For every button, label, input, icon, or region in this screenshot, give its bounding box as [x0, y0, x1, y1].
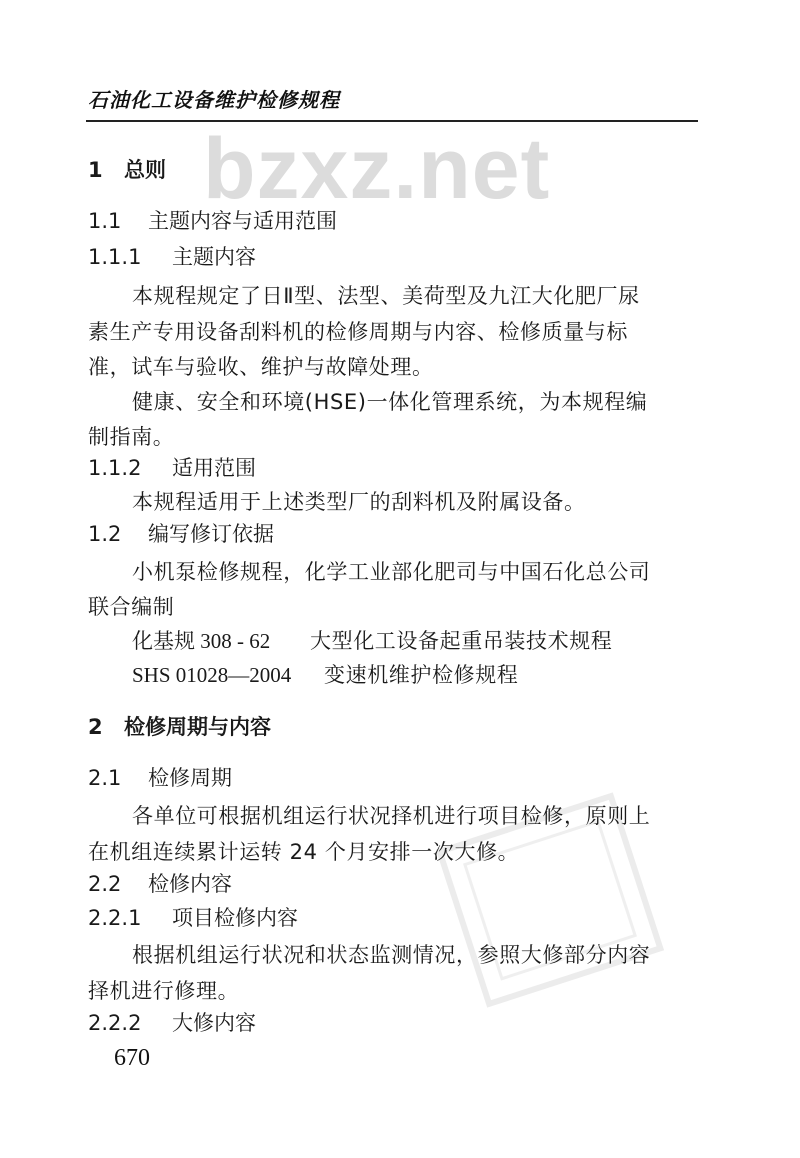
- section-heading-1-1: [88, 211, 337, 232]
- paragraph-line: 在机组连续累计运转 24 个月安排一次大修。: [88, 840, 520, 864]
- paragraph-line: 准，试车与验收、维护与故障处理。: [88, 355, 434, 379]
- reference-line: [132, 665, 518, 686]
- section-heading-1-2: [88, 524, 274, 545]
- reference-title: 变速机维护检修规程: [324, 663, 519, 687]
- paragraph-line: 制指南。: [88, 425, 175, 449]
- section-number: 1: [88, 158, 103, 182]
- section-title: 项目检修内容: [172, 906, 298, 930]
- section-title: 编写修订依据: [148, 522, 274, 546]
- page-number: 670: [114, 1045, 150, 1071]
- section-number: 2.2.1: [88, 906, 142, 930]
- reference-title: 大型化工设备起重吊装技术规程: [310, 629, 613, 653]
- section-title: 检修周期与内容: [124, 715, 271, 739]
- paragraph-line: 各单位可根据机组运行状况择机进行项目检修，原则上: [132, 804, 651, 828]
- section-heading-2-2-1: [88, 908, 298, 929]
- section-title: 检修内容: [148, 872, 232, 896]
- section-heading-2-2-2: [88, 1013, 256, 1034]
- section-title: 大修内容: [172, 1011, 256, 1035]
- paragraph-line: 本规程适用于上述类型厂的刮料机及附属设备。: [132, 490, 586, 514]
- section-number: 1.1.2: [88, 456, 142, 480]
- section-heading-1: [88, 160, 166, 181]
- paragraph-line: 本规程规定了日Ⅱ型、法型、美荷型及九江大化肥厂尿: [132, 284, 640, 308]
- section-number: 1.1: [88, 209, 122, 233]
- section-heading-2: [88, 717, 271, 738]
- section-title: 检修周期: [148, 766, 232, 790]
- paragraph-line: 根据机组运行状况和状态监测情况，参照大修部分内容: [132, 943, 651, 967]
- section-heading-1-1-1: [88, 247, 256, 268]
- section-title: 主题内容与适用范围: [148, 209, 337, 233]
- section-heading-2-1: [88, 768, 232, 789]
- section-title: 适用范围: [172, 456, 256, 480]
- section-title: 总则: [124, 158, 166, 182]
- section-number: 2.1: [88, 766, 122, 790]
- section-number: 1.2: [88, 522, 122, 546]
- paragraph-line: 素生产专用设备刮料机的检修周期与内容、检修质量与标: [88, 320, 628, 344]
- paragraph-line: 小机泵检修规程，化学工业部化肥司与中国石化总公司: [132, 560, 651, 584]
- section-number: 1.1.1: [88, 245, 142, 269]
- section-number: 2: [88, 715, 103, 739]
- paragraph-line: 健康、安全和环境(HSE)一体化管理系统，为本规程编: [132, 390, 648, 414]
- section-title: 主题内容: [172, 245, 256, 269]
- section-number: 2.2: [88, 872, 122, 896]
- reference-line: [132, 631, 612, 652]
- section-heading-1-1-2: [88, 458, 256, 479]
- watermark: bzxz.net: [203, 121, 551, 217]
- section-heading-2-2: [88, 874, 232, 895]
- paragraph-line: 择机进行修理。: [88, 979, 240, 1003]
- reference-code: 化基规 308 - 62: [132, 629, 271, 653]
- reference-code: SHS 01028—2004: [132, 663, 292, 687]
- section-number: 2.2.2: [88, 1011, 142, 1035]
- paragraph-line: 联合编制: [88, 595, 175, 619]
- running-header: 石油化工设备维护检修规程: [88, 88, 340, 112]
